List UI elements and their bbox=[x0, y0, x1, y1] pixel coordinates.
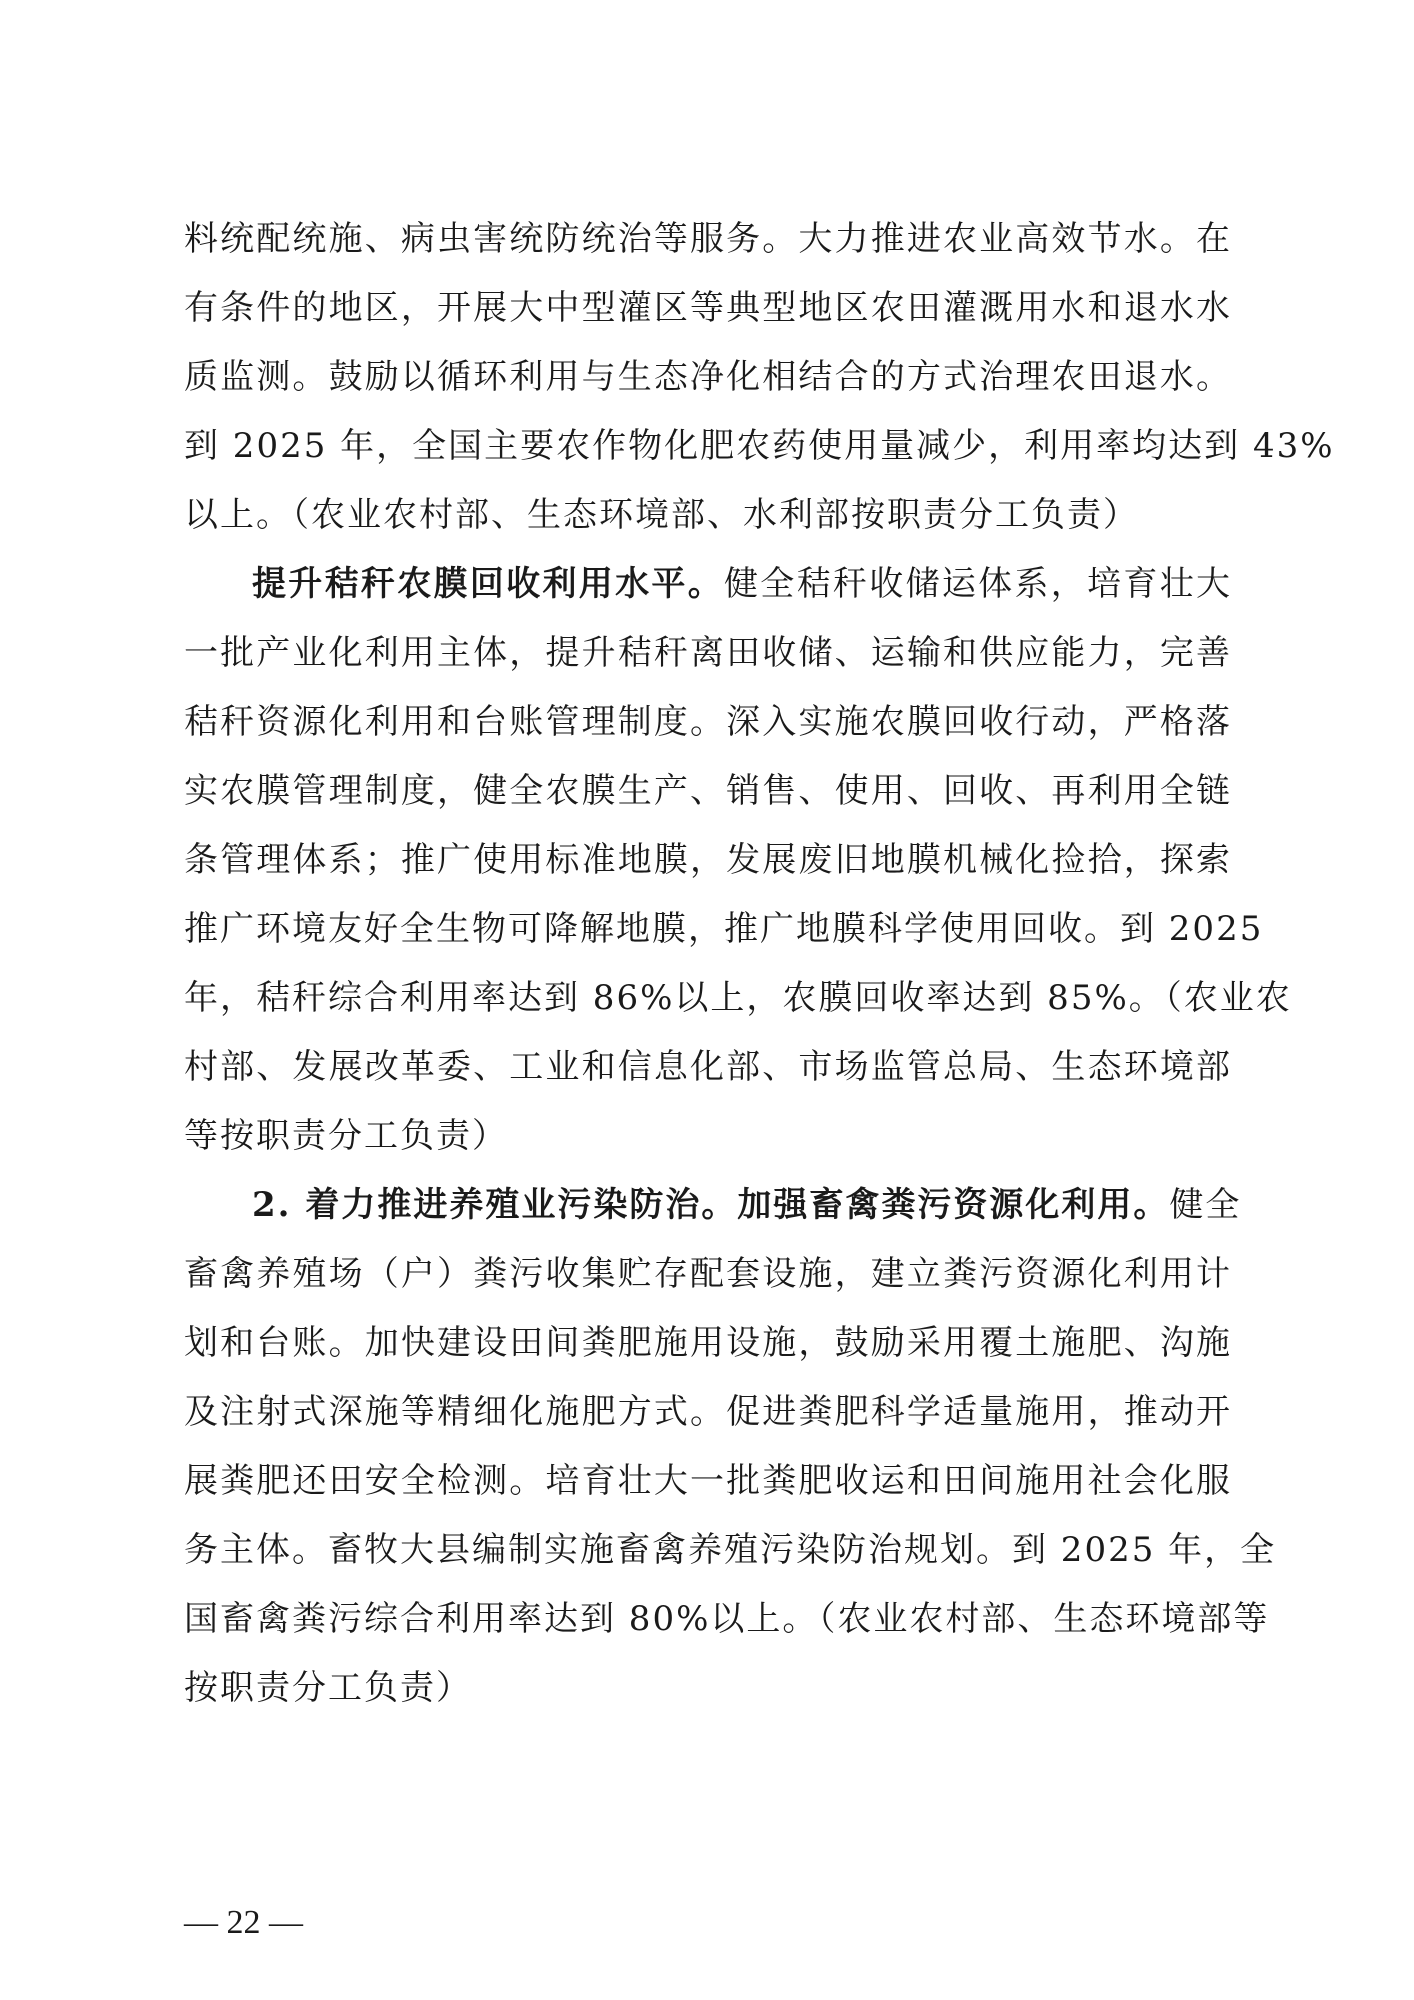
text-line: 等按职责分工负责） bbox=[184, 1116, 508, 1156]
text-line: 推广环境友好全生物可降解地膜，推广地膜科学使用回收。到 2025 bbox=[184, 909, 1264, 949]
text-line: 料统配统施、病虫害统防统治等服务。大力推进农业高效节水。在 bbox=[184, 219, 1232, 259]
document-body bbox=[184, 218, 1335, 1736]
text-line: 有条件的地区，开展大中型灌区等典型地区农田灌溉用水和退水水 bbox=[184, 288, 1232, 328]
page-number: — 22 — bbox=[184, 1904, 303, 1941]
text-line: 按职责分工负责） bbox=[184, 1668, 472, 1708]
text-line: 务主体。畜牧大县编制实施畜禽养殖污染防治规划。到 2025 年，全 bbox=[184, 1530, 1277, 1570]
text-line: 划和台账。加快建设田间粪肥施用设施，鼓励采用覆土施肥、沟施 bbox=[184, 1323, 1232, 1363]
text-line: 实农膜管理制度，健全农膜生产、销售、使用、回收、再利用全链 bbox=[184, 771, 1232, 811]
text-line: 到 2025 年，全国主要农作物化肥农药使用量减少，利用率均达到 43% bbox=[184, 426, 1335, 466]
text-line: 展粪肥还田安全检测。培育壮大一批粪肥收运和田间施用社会化服 bbox=[184, 1461, 1232, 1501]
text-line: 以上。（农业农村部、生态环境部、水利部按职责分工负责） bbox=[184, 495, 1139, 535]
text-line: 一批产业化利用主体，提升秸秆离田收储、运输和供应能力，完善 bbox=[184, 633, 1232, 673]
text-line: 年，秸秆综合利用率达到 86%以上，农膜回收率达到 85%。（农业农 bbox=[184, 978, 1292, 1018]
paragraph-1 bbox=[184, 218, 1335, 536]
paragraph-2 bbox=[184, 563, 1292, 1157]
paragraph-heading: 提升秸秆农膜回收利用水平。 bbox=[252, 564, 724, 604]
text-line: 及注射式深施等精细化施肥方式。促进粪肥科学适量施用，推动开 bbox=[184, 1392, 1232, 1432]
text-line: 秸秆资源化利用和台账管理制度。深入实施农膜回收行动，严格落 bbox=[184, 702, 1232, 742]
text-line: 条管理体系；推广使用标准地膜，发展废旧地膜机械化捡拾，探索 bbox=[184, 840, 1232, 880]
text-line: 国畜禽粪污综合利用率达到 80%以上。（农业农村部、生态环境部等 bbox=[184, 1599, 1270, 1639]
paragraph-heading: 2. 着力推进养殖业污染防治。加强畜禽粪污资源化利用。 bbox=[252, 1185, 1170, 1225]
text-line: 畜禽养殖场（户）粪污收集贮存配套设施，建立粪污资源化利用计 bbox=[184, 1254, 1232, 1294]
paragraph-3 bbox=[184, 1184, 1277, 1709]
text-line bbox=[184, 1184, 1242, 1226]
text-run: 健全秸秆收储运体系，培育壮大 bbox=[724, 564, 1232, 604]
text-line bbox=[184, 563, 1232, 605]
text-run: 健全 bbox=[1169, 1185, 1242, 1225]
text-line: 质监测。鼓励以循环利用与生态净化相结合的方式治理农田退水。 bbox=[184, 357, 1232, 397]
text-line: 村部、发展改革委、工业和信息化部、市场监管总局、生态环境部 bbox=[184, 1047, 1232, 1087]
